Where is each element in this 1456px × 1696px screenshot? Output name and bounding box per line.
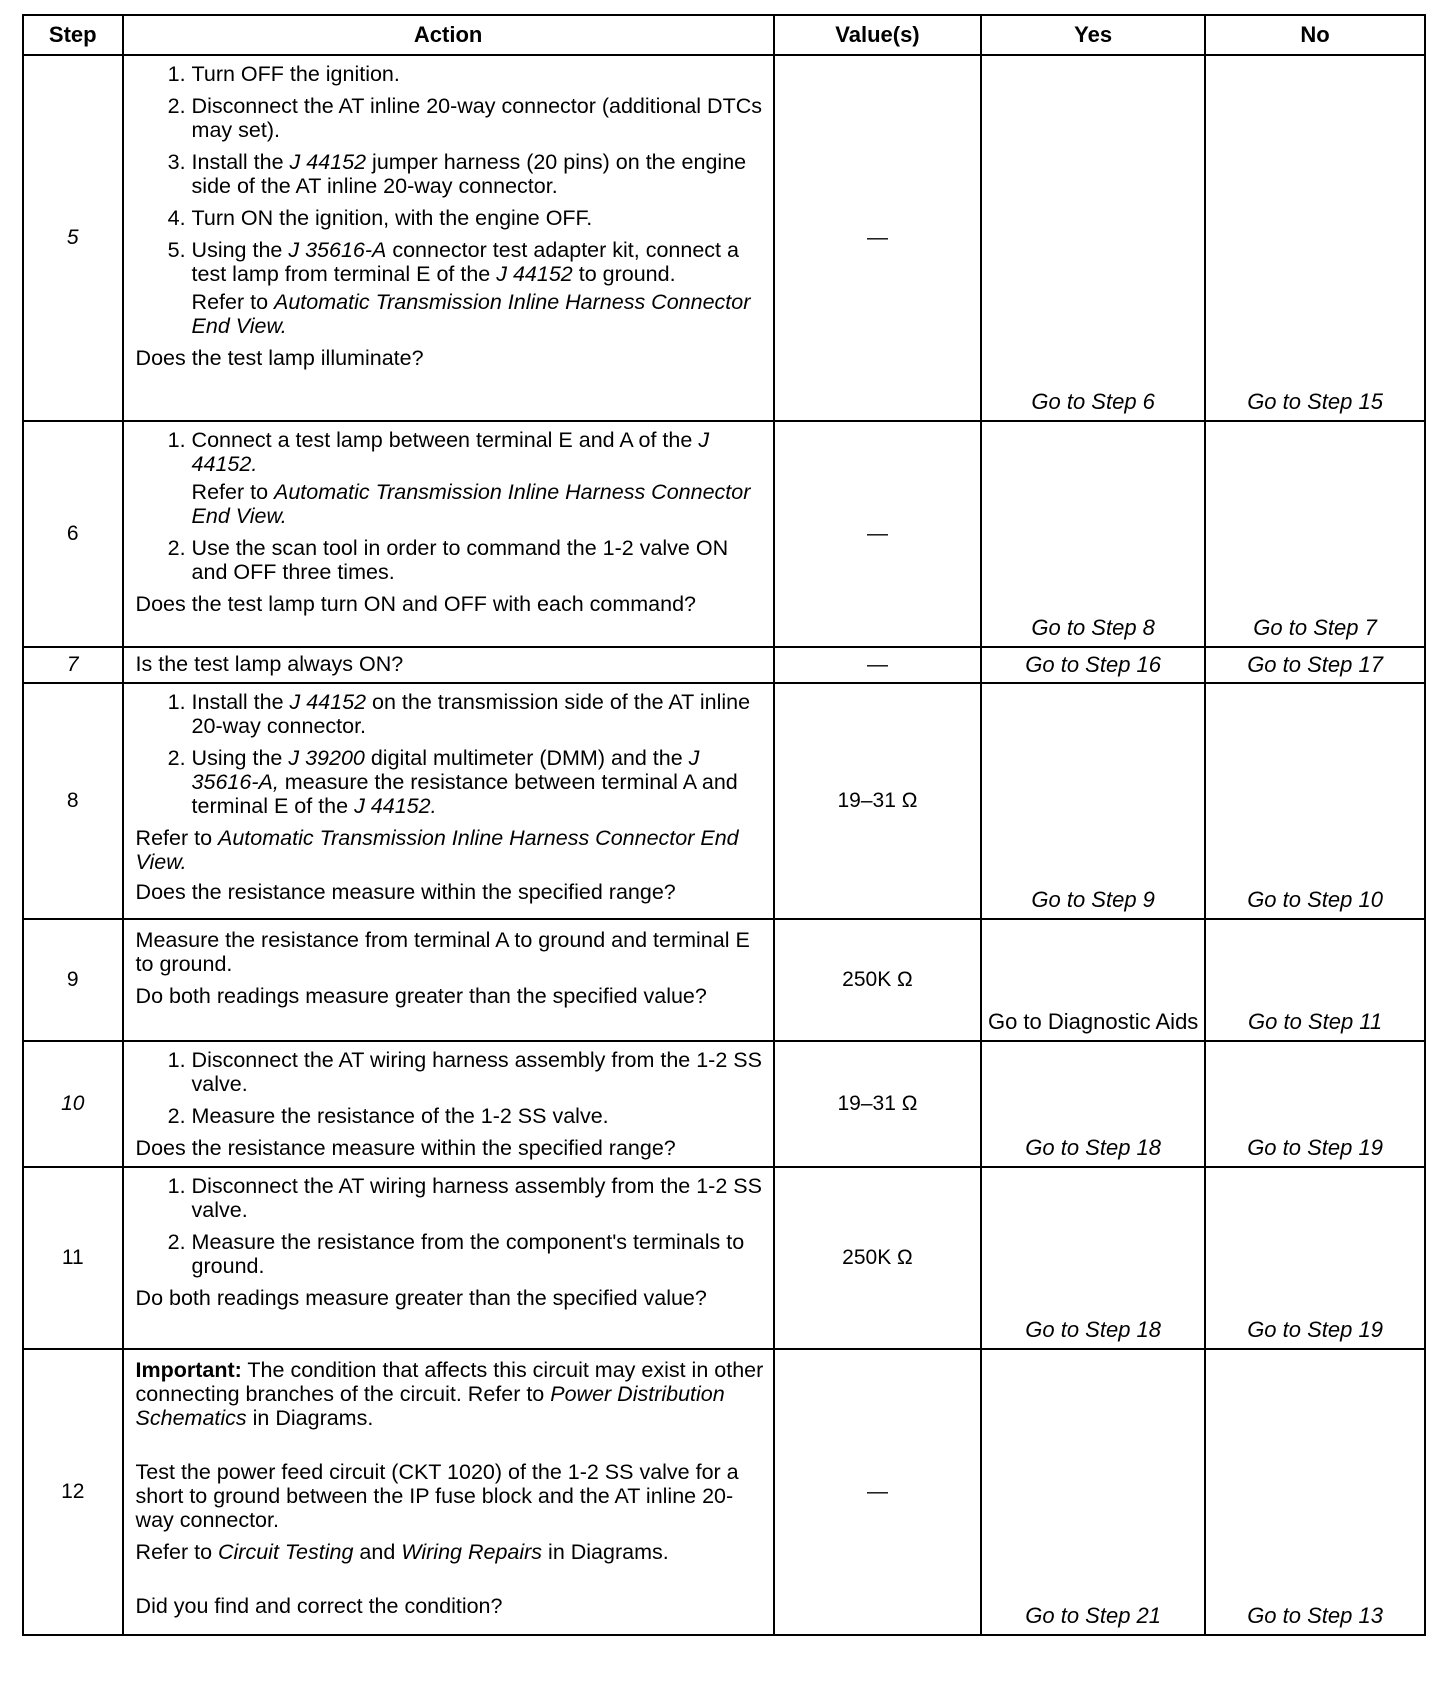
question-text: Does the resistance measure within the specified range? xyxy=(135,1136,676,1160)
action-list xyxy=(136,1048,765,1128)
no-link[interactable]: Go to Step 19 xyxy=(1205,1167,1425,1349)
question-text: Did you find and correct the condition? xyxy=(135,1594,503,1618)
header-row xyxy=(23,15,1425,55)
yes-link[interactable]: Go to Step 18 xyxy=(981,1167,1205,1349)
action-text: Test the power feed circuit (CKT 1020) of the 1-2 SS valve for a short to ground between the IP fuse block and the AT inline 20-way connector. xyxy=(135,1460,739,1532)
table-row-step-8 xyxy=(23,683,1425,919)
refer-note: Refer to Automatic Transmission Inline Harness Connector End View. xyxy=(191,290,751,338)
no-link[interactable]: Go to Step 13 xyxy=(1205,1349,1425,1635)
list-item: 2. Measure the resistance from the component's terminals to ground. xyxy=(192,1230,765,1278)
table-row-step-5 xyxy=(23,55,1425,421)
question-text: Is the test lamp always ON? xyxy=(135,652,404,676)
action-list xyxy=(136,62,765,338)
action-list xyxy=(136,428,765,584)
no-link[interactable]: Go to Step 7 xyxy=(1205,421,1425,647)
action-cell xyxy=(123,1041,774,1167)
refer-note: Refer to Automatic Transmission Inline Harness Connector End View. xyxy=(191,480,751,528)
value-cell: — xyxy=(774,55,981,421)
table-row-step-10 xyxy=(23,1041,1425,1167)
question-text: Does the test lamp turn ON and OFF with each command? xyxy=(135,592,696,616)
action-list xyxy=(136,1174,765,1278)
table-row-step-12 xyxy=(23,1349,1425,1635)
step-number: 8 xyxy=(23,683,123,919)
yes-link[interactable]: Go to Step 18 xyxy=(981,1041,1205,1167)
table-row-step-11 xyxy=(23,1167,1425,1349)
no-link[interactable]: Go to Step 15 xyxy=(1205,55,1425,421)
list-item: 4. Turn ON the ignition, with the engine OFF. xyxy=(192,206,765,230)
action-cell xyxy=(123,647,774,683)
table-row-step-9 xyxy=(23,919,1425,1041)
header-values: Value(s) xyxy=(774,15,981,55)
step-number: 11 xyxy=(23,1167,123,1349)
table-row-step-6 xyxy=(23,421,1425,647)
action-cell xyxy=(123,683,774,919)
no-link[interactable]: Go to Step 17 xyxy=(1205,647,1425,683)
list-item: 3. Install the J 44152 jumper harness (20 pins) on the engine side of the AT inline 20-way connector. xyxy=(192,150,765,198)
value-cell: — xyxy=(774,421,981,647)
step-number: 6 xyxy=(23,421,123,647)
action-cell xyxy=(123,1349,774,1635)
list-item: 2. Using the J 39200 digital multimeter (DMM) and the J 35616-A, measure the resistance between terminal A and terminal E of the J 44152. xyxy=(192,746,765,818)
step-number: 5 xyxy=(23,55,123,421)
action-cell xyxy=(123,919,774,1041)
yes-link[interactable]: Go to Step 21 xyxy=(981,1349,1205,1635)
value-cell: — xyxy=(774,1349,981,1635)
step-number: 10 xyxy=(23,1041,123,1167)
action-cell xyxy=(123,421,774,647)
list-item: 2. Measure the resistance of the 1-2 SS valve. xyxy=(192,1104,765,1128)
header-step: Step xyxy=(23,15,123,55)
question-text: Does the resistance measure within the specified range? xyxy=(135,880,676,904)
refer-note: Refer to Circuit Testing and Wiring Repairs in Diagrams. xyxy=(135,1540,669,1564)
yes-link[interactable]: Go to Step 16 xyxy=(981,647,1205,683)
action-cell xyxy=(123,55,774,421)
action-cell xyxy=(123,1167,774,1349)
refer-note: Refer to Automatic Transmission Inline Harness Connector End View. xyxy=(135,826,739,874)
step-number: 7 xyxy=(23,647,123,683)
list-item: 1. Turn OFF the ignition. xyxy=(192,62,765,86)
value-cell: 250K Ω xyxy=(774,919,981,1041)
value-cell: — xyxy=(774,647,981,683)
no-link[interactable]: Go to Step 19 xyxy=(1205,1041,1425,1167)
yes-link[interactable]: Go to Step 9 xyxy=(981,683,1205,919)
header-no: No xyxy=(1205,15,1425,55)
yes-link[interactable]: Go to Diagnostic Aids xyxy=(981,919,1205,1041)
yes-link[interactable]: Go to Step 6 xyxy=(981,55,1205,421)
list-item: 1. Install the J 44152 on the transmission side of the AT inline 20-way connector. xyxy=(192,690,765,738)
step-number: 12 xyxy=(23,1349,123,1635)
action-text: Measure the resistance from terminal A to ground and terminal E to ground. xyxy=(135,928,750,976)
question-text: Do both readings measure greater than the specified value? xyxy=(135,1286,707,1310)
list-item: 1. Disconnect the AT wiring harness assembly from the 1-2 SS valve. xyxy=(192,1174,765,1222)
diagnostic-table xyxy=(22,14,1426,1636)
header-yes: Yes xyxy=(981,15,1205,55)
step-number: 9 xyxy=(23,919,123,1041)
list-item: 1. Disconnect the AT wiring harness assembly from the 1-2 SS valve. xyxy=(192,1048,765,1096)
value-cell: 19–31 Ω xyxy=(774,1041,981,1167)
list-item: 2. Disconnect the AT inline 20-way connector (additional DTCs may set). xyxy=(192,94,765,142)
value-cell: 250K Ω xyxy=(774,1167,981,1349)
list-item: 2. Use the scan tool in order to command the 1-2 valve ON and OFF three times. xyxy=(192,536,765,584)
value-cell: 19–31 Ω xyxy=(774,683,981,919)
important-note: Important: The condition that affects this circuit may exist in other connecting branches of the circuit. Refer to Power Distribution Schematics in Diagrams. xyxy=(135,1358,764,1430)
header-action: Action xyxy=(123,15,774,55)
list-item: 5. Using the J 35616-A connector test adapter kit, connect a test lamp from terminal E of the J 44152 to ground. Refer to Automatic Transmission Inline Harness Connector End View. xyxy=(192,238,765,338)
question-text: Do both readings measure greater than the specified value? xyxy=(135,984,707,1008)
action-list xyxy=(136,690,765,818)
no-link[interactable]: Go to Step 11 xyxy=(1205,919,1425,1041)
yes-link[interactable]: Go to Step 8 xyxy=(981,421,1205,647)
no-link[interactable]: Go to Step 10 xyxy=(1205,683,1425,919)
list-item: 1. Connect a test lamp between terminal E and A of the J 44152. Refer to Automatic Transmission Inline Harness Connector End View. xyxy=(192,428,765,528)
table-row-step-7 xyxy=(23,647,1425,683)
question-text: Does the test lamp illuminate? xyxy=(135,346,424,370)
